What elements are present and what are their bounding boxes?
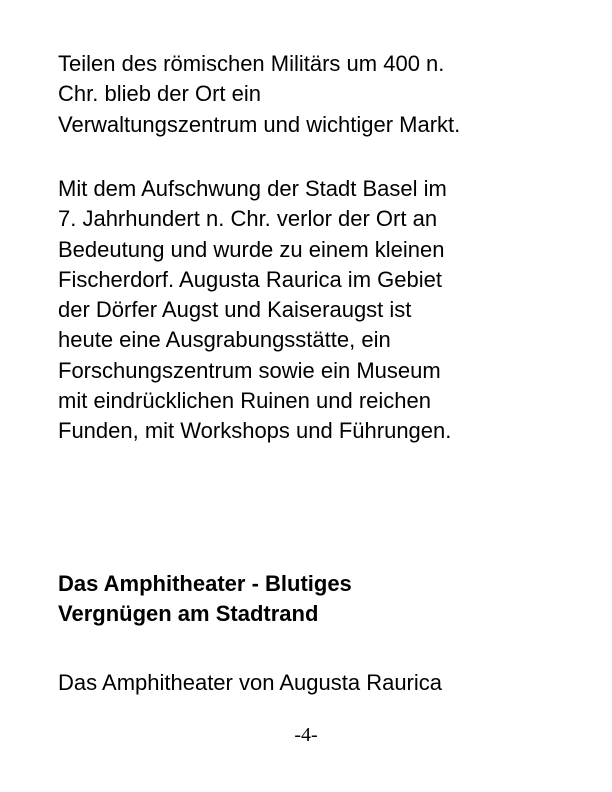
heading-line: Das Amphitheater - Blutiges xyxy=(58,571,352,596)
section-heading xyxy=(58,569,578,630)
paragraph-roman-military xyxy=(58,49,578,140)
text-line: Chr. blieb der Ort ein xyxy=(58,81,261,107)
text-line: heute eine Ausgrabungsstätte, ein xyxy=(58,327,391,353)
text-line: Fischerdorf. Augusta Raurica im Gebiet xyxy=(58,266,442,292)
page-number: -4- xyxy=(294,724,318,746)
text-line: Bedeutung und wurde zu einem kleinen xyxy=(58,236,445,262)
paragraph-amphitheater-intro xyxy=(58,668,578,698)
text-line: der Dörfer Augst und Kaiseraugst ist xyxy=(58,297,412,323)
text-line: Mit dem Aufschwung der Stadt Basel im xyxy=(58,176,447,201)
text-line: Das Amphitheater von Augusta Raurica xyxy=(58,670,443,695)
text-line: mit eindrücklichen Ruinen und reichen xyxy=(58,388,431,414)
text-line: Teilen des römischen Militärs um 400 n. xyxy=(58,51,445,76)
text-line: Forschungszentrum sowie ein Museum xyxy=(58,357,441,383)
text-line: 7. Jahrhundert n. Chr. verlor der Ort an xyxy=(58,206,438,232)
text-line: Funden, mit Workshops und Führungen. xyxy=(58,418,452,444)
heading-line: Vergnügen am Stadtrand xyxy=(58,601,319,627)
text-line: Verwaltungszentrum und wichtiger Markt. xyxy=(58,111,461,137)
paragraph-basel-upswing xyxy=(58,174,578,447)
